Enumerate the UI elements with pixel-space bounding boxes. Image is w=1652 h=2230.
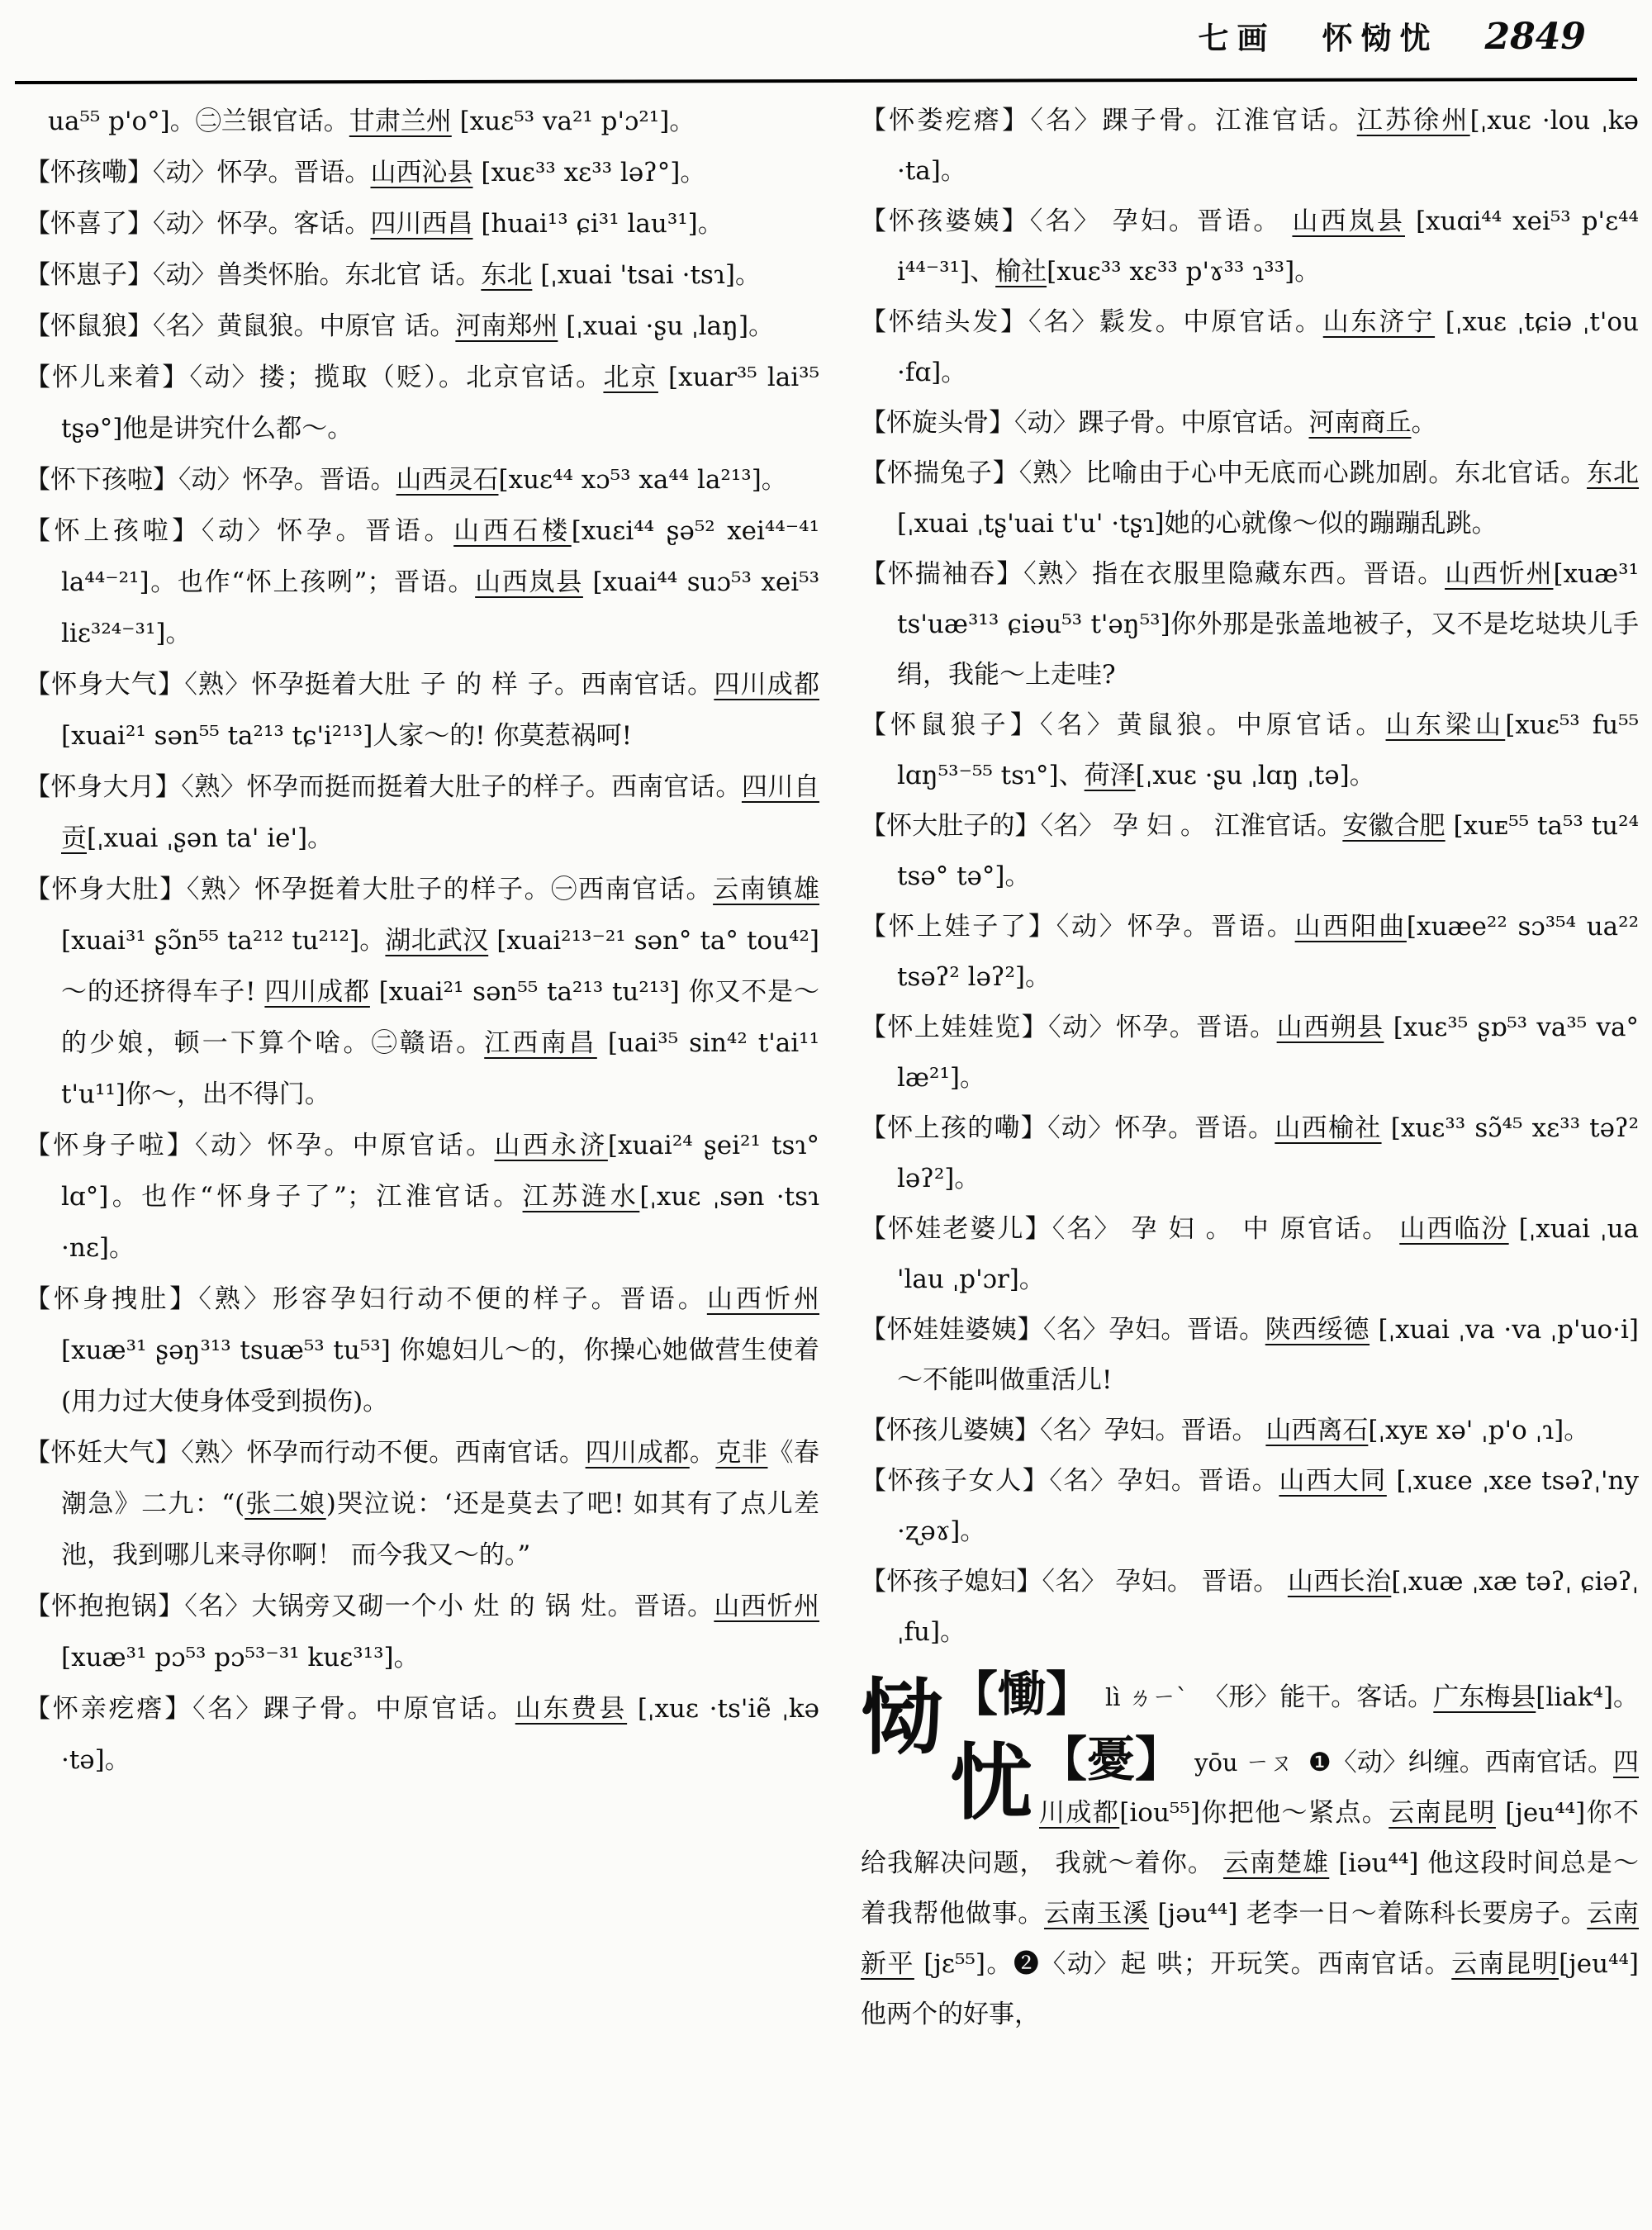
dict-entry: 【怀上孩啦】〈动〉怀孕。晋语。山西石楼[xuεi⁴⁴ ʂə⁵² xei⁴⁴⁻⁴¹ la⁴⁴⁻²¹]。也作“怀上孩咧”；晋语。山西岚县 [xuai⁴⁴ suɔ⁵³ xei⁵³ liε³²⁴⁻³¹]。 <box>25 516 820 648</box>
entry-text: 〈形〉能干。客话。广东梅县[liak⁴]。 <box>1203 1682 1640 1712</box>
dict-entry: 【怀结头发】〈名〉鬏发。中原官话。山东济宁 [ˌxuε ˌtɕiə ˌt'ou ·fɑ]。 <box>861 307 1640 387</box>
dict-entry: 【怀下孩啦】〈动〉怀孕。晋语。山西灵石[xuε⁴⁴ xɔ⁵³ xa⁴⁴ la²¹³]。 <box>25 465 787 495</box>
head-character: 忧 <box>950 1734 1032 1831</box>
pronunciation: yōu ㄧㄡ <box>1194 1748 1294 1777</box>
dict-entry: 【怀抱抱锅】〈名〉大锅旁又砌一个小 灶 的 锅 灶。晋语。山西忻州[xuæ³¹ pɔ⁵³ pɔ⁵³⁻³¹ kuε³¹³]。 <box>25 1592 819 1672</box>
dict-entry: 【怀喜了】〈动〉怀孕。客话。四川西昌 [huai¹³ ɕi³¹ lau³¹]。 <box>25 209 724 239</box>
left-column <box>25 96 819 1786</box>
dict-entry: 【怀孩嘞】〈动〉怀孕。晋语。山西沁县 [xuε³³ xε³³ ləʔ°]。 <box>25 158 706 187</box>
dict-entry: 【怀上娃娃览】〈动〉怀孕。晋语。山西朔县 [xuε³⁵ ʂɒ⁵³ va³⁵ va° læ²¹]。 <box>861 1013 1640 1093</box>
dict-entry: 【怀娃娃婆姨】〈名〉孕妇。晋语。陕西绥德 [ˌxuai ˌva ·va ˌp'uo·i]～不能叫做重活儿! <box>861 1315 1639 1395</box>
dict-entry: 【怀身大月】〈熟〉怀孕而挺而挺着大肚子的样子。西南官话。四川自贡[ˌxuai ˌʂən ta' ie']。 <box>25 772 820 853</box>
dict-entry: 【怀身大气】〈熟〉怀孕挺着大肚 子 的 样 子。西南官话。四川成都[xuai²¹ sən⁵⁵ ta²¹³ tɕ'i²¹³]人家～的! 你莫惹祸呵! <box>25 670 819 751</box>
dict-entry: 【怀揣袖吞】〈熟〉指在衣服里隐藏东西。晋语。山西忻州[xuæ³¹ ts'uæ³¹³ ɕiəu⁵³ t'əŋ⁵³]你外那是张盖地被子，又不是圪垯块儿手绢，我能～上走哇? <box>861 559 1640 690</box>
entry-text: ❶〈动〉纠缠。西南官话。四川成都[iou⁵⁵]你把他～紧点。云南昆明 [jeu⁴⁴]你不给我解决问题， 我就～着你。 云南楚雄 [iəu⁴⁴] 他这段时间总是～着我帮他做事。云南玉溪 [jəu⁴⁴] 老李一日～着陈科长要房子。云南新平 [jε⁵⁵]。❷〈动〉起 哄；开玩笑。西南官话。云南昆明[jeu⁴⁴] 他两个的好事， <box>861 1748 1640 2029</box>
dict-entry: 【怀娃老婆儿】〈名〉 孕 妇 。 中 原官话。 山西临汾 [ˌxuai ˌua 'lau ˌp'ɔr]。 <box>861 1214 1640 1294</box>
dict-entry: 【怀儿来着】〈动〉搂；揽取（贬）。北京官话。北京 [xuar³⁵ lai³⁵ tʂə°]他是讲究什么都～。 <box>25 363 820 444</box>
dict-entry: 【怀大肚子的】〈名〉 孕 妇 。 江淮官话。安徽合肥 [xuᴇ⁵⁵ ta⁵³ tu²⁴ tsə° tə°]。 <box>861 811 1640 891</box>
dict-entry: 【怀崽子】〈动〉兽类怀胎。东北官 话。东北 [ˌxuai 'tsai ·tsɿ]。 <box>25 260 762 290</box>
dict-entry: 【怀孩子媳妇】〈名〉 孕妇。 晋语。 山西长治[ˌxuæ ˌxæ təʔˌ ɕiəʔˌ ˌfu]。 <box>861 1567 1640 1647</box>
dict-entry: 【怀孩儿婆姨】〈名〉孕妇。晋语。 山西离石[ˌxyᴇ xə' ˌp'o ˌɿ]。 <box>861 1416 1590 1445</box>
head-character: 恸 <box>861 1668 943 1766</box>
dict-entry: 【怀身大肚】〈熟〉怀孕挺着大肚子的样子。㊀西南官话。云南镇雄[xuai³¹ ʂɔ̃n⁵⁵ ta²¹² tu²¹²]。湖北武汉 [xuai²¹³⁻²¹ sən° ta° tou⁴²]～的还挤得车子! 四川成都 [xuai²¹ sən⁵⁵ ta²¹³ tu²¹³] 你又不是～的少娘，顿一下算个啥。㊁赣语。江西南昌 [uai³⁵ sin⁴² t'ai¹¹ t'u¹¹]你～，出不得门。 <box>25 875 820 1109</box>
head-character-entry <box>861 1731 1640 2040</box>
dict-entry: 【怀上孩的嘞】〈动〉怀孕。晋语。山西榆社 [xuε³³ sɔ̃⁴⁵ xε³³ təʔ² ləʔ²]。 <box>861 1113 1640 1193</box>
dict-entry: 【怀鼠狼子】〈名〉黄鼠狼。中原官话。山东梁山[xuε⁵³ fu⁵⁵ lɑŋ⁵³⁻⁵⁵ tsɿ°]、荷泽[ˌxuε ·ʂu ˌlɑŋ ˌtə]。 <box>861 710 1640 790</box>
dict-entry: 【怀揣兔子】〈熟〉比喻由于心中无底而心跳加剧。东北官话。东北[ˌxuai ˌtʂ'uai t'u' ·tʂɿ]她的心就像～似的蹦蹦乱跳。 <box>861 458 1640 539</box>
dict-entry: 【怀娄疙瘩】〈名〉踝子骨。江淮官话。江苏徐州[ˌxuε ·lou ˌkə ·ta]。 <box>861 106 1640 186</box>
section-label: 七画 <box>1198 20 1276 56</box>
header-rule <box>15 78 1637 84</box>
headwords-label: 怀恸忧 <box>1322 20 1439 56</box>
dict-entry: 【怀鼠狼】〈名〉黄鼠狼。中原官 话。河南郑州 [ˌxuai ·ʂu ˌlaŋ]。 <box>25 311 775 341</box>
dict-entry: 【怀妊大气】〈熟〉怀孕而行动不便。西南官话。四川成都。克非《春潮急》二九：“(张二娘)哭泣说：‘还是莫去了吧! 如其有了点儿差池，我到哪儿来寻你啊！ 而今我又～的。” <box>25 1438 820 1570</box>
pronunciation: lì ㄌㄧˋ <box>1105 1683 1189 1711</box>
dict-entry: 【怀身子啦】〈动〉怀孕。中原官话。山西永济[xuai²⁴ ʂei²¹ tsɿ° lɑ°]。也作“怀身子了”；江淮官话。江苏涟水[ˌxuε ˌsən ·tsɿ ·nε]。 <box>25 1131 820 1263</box>
traditional-form: 【憂】 <box>1039 1731 1184 1787</box>
dict-entry: 【怀旋头骨】〈动〉踝子骨。中原官话。河南商丘。 <box>861 408 1437 438</box>
dict-entry: 【怀孩婆姨】〈名〉 孕妇。晋语。 山西岚县 [xuɑi⁴⁴ xei⁵³ p'ε⁴⁴ i⁴⁴⁻³¹]、榆社[xuε³³ xε³³ p'ɤ³³ ɿ³³]。 <box>861 206 1639 287</box>
dict-entry: 【怀上娃子了】〈动〉怀孕。晋语。山西阳曲[xuæe²² sɔ³⁵⁴ ua²² tsəʔ² ləʔ²]。 <box>861 912 1639 992</box>
page-number: 2849 <box>1484 16 1586 58</box>
dict-entry: 【怀亲疙瘩】〈名〉踝子骨。中原官话。山东费县 [ˌxuε ·ts'iẽ ˌkə ·tə]。 <box>25 1694 820 1775</box>
traditional-form: 【慟】 <box>950 1666 1094 1722</box>
dict-entry: 【怀孩子女人】〈名〉孕妇。晋语。山西大同 [ˌxuεe ˌxεe tsəʔˌ'ny ·ʐəɤ]。 <box>861 1466 1639 1546</box>
right-column <box>861 96 1639 2040</box>
page-header <box>0 13 1586 58</box>
entry-continuation: ua⁵⁵ p'o°]。㊁兰银官话。甘肃兰州 [xuε⁵³ va²¹ p'ɔ²¹]。 <box>48 107 695 136</box>
dict-entry: 【怀身拽肚】〈熟〉形容孕妇行动不便的样子。晋语。山西忻州 [xuæ³¹ ʂəŋ³¹³ tsuæ⁵³ tu⁵³] 你媳妇儿～的，你操心她做营生使着(用力过大使身体受到损伤)。 <box>25 1284 820 1416</box>
